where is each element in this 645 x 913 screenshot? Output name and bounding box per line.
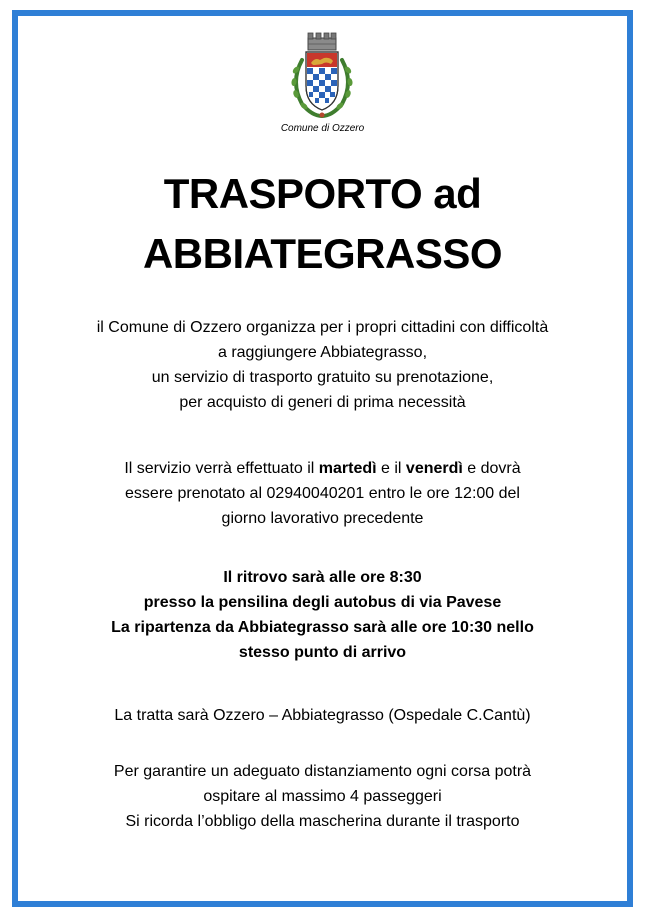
meeting-line: Il ritrovo sarà alle ore 8:30 xyxy=(223,569,422,586)
meeting-point-paragraph xyxy=(30,565,615,665)
safety-line: Si ricorda l’obbligo della mascherina durante il trasporto xyxy=(125,813,520,830)
intro-line: un servizio di trasporto gratuito su prenotazione, xyxy=(151,369,494,386)
coat-of-arms-icon xyxy=(284,30,360,122)
day-tuesday: martedì xyxy=(318,460,377,477)
booking-line: giorno lavorativo precedente xyxy=(221,510,424,527)
shield-icon xyxy=(306,52,338,110)
route-paragraph xyxy=(30,703,615,728)
safety-line: Per garantire un adeguato distanziamento ogni corsa potrà xyxy=(113,763,532,780)
intro-line: per acquisto di generi di prima necessità xyxy=(179,394,466,411)
intro-paragraph xyxy=(30,315,615,415)
intro-line: a raggiungere Abbiategrasso, xyxy=(217,344,428,361)
title-line-2: ABBIATEGRASSO xyxy=(142,230,503,277)
title-line-1: TRASPORTO ad xyxy=(163,170,482,217)
meeting-line: stesso punto di arrivo xyxy=(238,644,407,661)
intro-line: il Comune di Ozzero organizza per i propri cittadini con difficoltà xyxy=(96,319,549,336)
safety-line: ospitare al massimo 4 passeggeri xyxy=(203,788,442,805)
safety-paragraph xyxy=(30,759,615,834)
comune-label: Comune di Ozzero xyxy=(280,123,365,134)
schedule-text: e dovrà xyxy=(462,460,521,477)
crown-icon xyxy=(308,33,336,50)
route-line: La tratta sarà Ozzero – Abbiategrasso (Ospedale C.Cantù) xyxy=(114,707,531,724)
schedule-line xyxy=(30,456,615,481)
schedule-text: Il servizio verrà effettuato il xyxy=(124,460,319,477)
schedule-text: e il xyxy=(376,460,406,477)
day-friday: venerdì xyxy=(405,460,463,477)
meeting-line: presso la pensilina degli autobus di via Pavese xyxy=(143,594,502,611)
meeting-line: La ripartenza da Abbiategrasso sarà alle ore 10:30 nello xyxy=(111,619,534,636)
schedule-paragraph xyxy=(30,456,615,531)
booking-line: essere prenotato al 02940040201 entro le ore 12:00 del xyxy=(125,485,520,502)
